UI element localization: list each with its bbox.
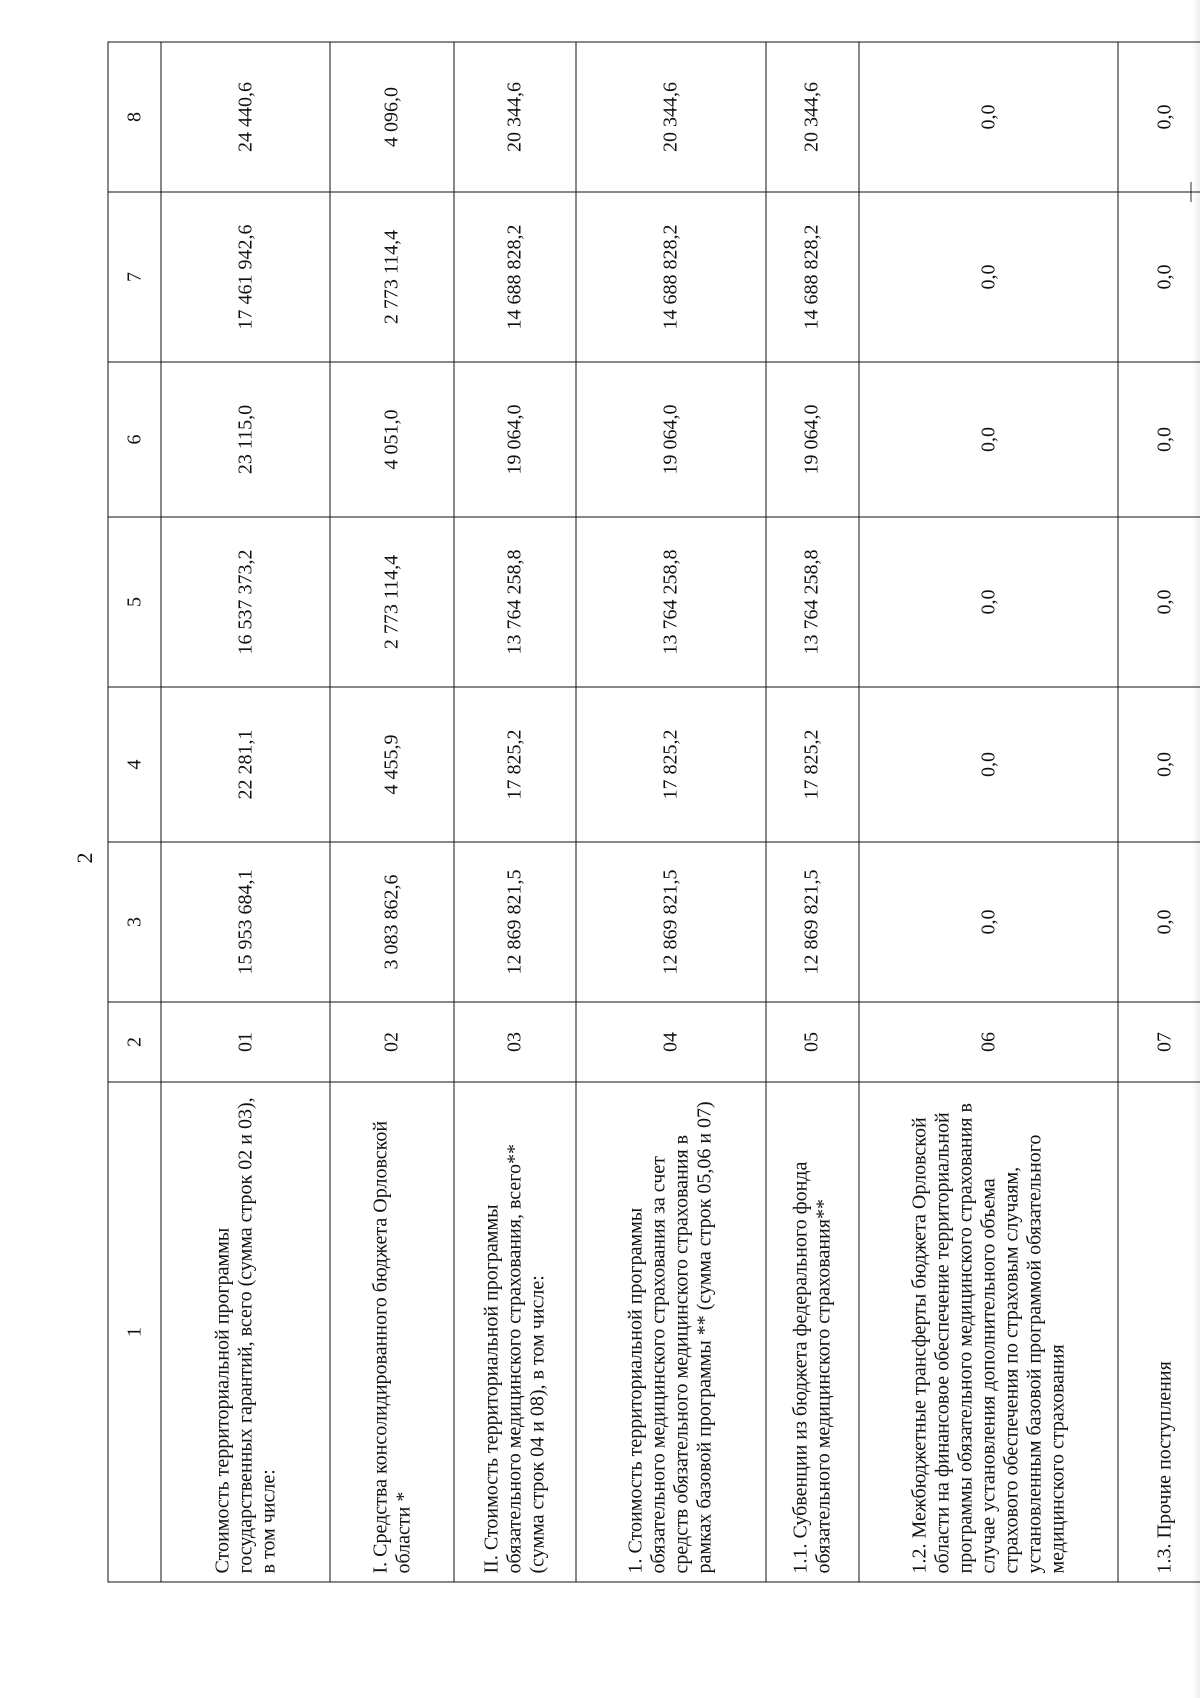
table-cell: 19 064,0 [576,362,766,517]
column-header: 4 [108,687,161,842]
table-cell: 20 344,6 [766,42,860,192]
table-cell: 0,0 [859,517,1118,687]
row-code: 03 [454,1002,575,1082]
table-cell: 17 461 942,6 [161,192,330,362]
row-label: II. Стоимость территориальной программы обязательного медицинского страхования, всего** (сумма строк 04 и 08), в том числе: [454,1082,575,1582]
table-cell: 14 688 828,2 [766,192,860,362]
table-cell: 0,0 [1118,687,1200,842]
row-code: 07 [1118,1002,1200,1082]
table-cell: 13 764 258,8 [576,517,766,687]
table-cell: 4 455,9 [330,687,454,842]
column-header: 7 [108,192,161,362]
table-cell: 4 051,0 [330,362,454,517]
table-cell: 13 764 258,8 [766,517,860,687]
table-cell: 14 688 828,2 [576,192,766,362]
table-cell: 16 537 373,2 [161,517,330,687]
column-header: 3 [108,842,161,1002]
table-cell: 20 344,6 [576,42,766,192]
table-cell: 17 825,2 [576,687,766,842]
table-cell: 14 688 828,2 [454,192,575,362]
table-cell: 0,0 [1118,842,1200,1002]
table-row [859,42,1118,1582]
column-header: 1 [108,1082,161,1582]
financial-table [108,42,1200,1583]
table-cell: 0,0 [859,362,1118,517]
table-cell: 4 096,0 [330,42,454,192]
row-code: 06 [859,1002,1118,1082]
table-cell: 2 773 114,4 [330,192,454,362]
table-cell: 12 869 821,5 [766,842,860,1002]
table-row [161,42,330,1582]
table-cell: 24 440,6 [161,42,330,192]
column-header: 5 [108,517,161,687]
column-header: 8 [108,42,161,192]
table-cell: 0,0 [859,842,1118,1002]
table-cell: 17 825,2 [454,687,575,842]
table-cell: 15 953 684,1 [161,842,330,1002]
row-label: I. Средства консолидированного бюджета Орловской области * [330,1082,454,1582]
table-cell: 22 281,1 [161,687,330,842]
table-cell: 0,0 [1118,42,1200,192]
row-code: 01 [161,1002,330,1082]
row-label: 1.1. Субвенции из бюджета федерального фонда обязательного медицинского страхования** [766,1082,860,1582]
table-cell: 12 869 821,5 [576,842,766,1002]
table-cell: 13 764 258,8 [454,517,575,687]
column-header: 2 [108,1002,161,1082]
table-cell: 2 773 114,4 [330,517,454,687]
table-row [454,42,575,1582]
table-cell: 3 083 862,6 [330,842,454,1002]
table-row [576,42,766,1582]
table-row [1118,42,1200,1582]
table-cell: 0,0 [1118,517,1200,687]
table-cell: 0,0 [1118,192,1200,362]
table-cell: 19 064,0 [766,362,860,517]
row-label: 1.2. Межбюджетные трансферты бюджета Орловской области на финансовое обеспечение территориальной программы обязательного медицинского страхования в случае установления дополнительного объема страхового обеспечения по страховым случаям, установленным базовой программой обязательного медицинского страхования [859,1082,1118,1582]
table-cell: 0,0 [859,687,1118,842]
column-header: 6 [108,362,161,517]
table-cell: 17 825,2 [766,687,860,842]
table-cell: 0,0 [859,192,1118,362]
table-cell: 0,0 [859,42,1118,192]
row-code: 04 [576,1002,766,1082]
header-row [108,42,161,1582]
table-row [330,42,454,1582]
table-row [766,42,860,1582]
page-number: 2 [72,852,97,864]
row-label: Стоимость территориальной программы государственных гарантий, всего (сумма строк 02 и 03), в том числе: [161,1082,330,1582]
table-cell: 0,0 [1118,362,1200,517]
table-cell: 20 344,6 [454,42,575,192]
table-cell: 12 869 821,5 [454,842,575,1002]
row-code: 05 [766,1002,860,1082]
row-label: 1. Стоимость территориальной программы обязательного медицинского страхования за счет средств обязательного медицинского страхования в рамках базовой программы ** (сумма строк 05,06 и 07) [576,1082,766,1582]
table-cell: 19 064,0 [454,362,575,517]
rotated-table-container [108,43,1200,1583]
row-code: 02 [330,1002,454,1082]
table-cell: 23 115,0 [161,362,330,517]
row-label: 1.3. Прочие поступления [1118,1082,1200,1582]
